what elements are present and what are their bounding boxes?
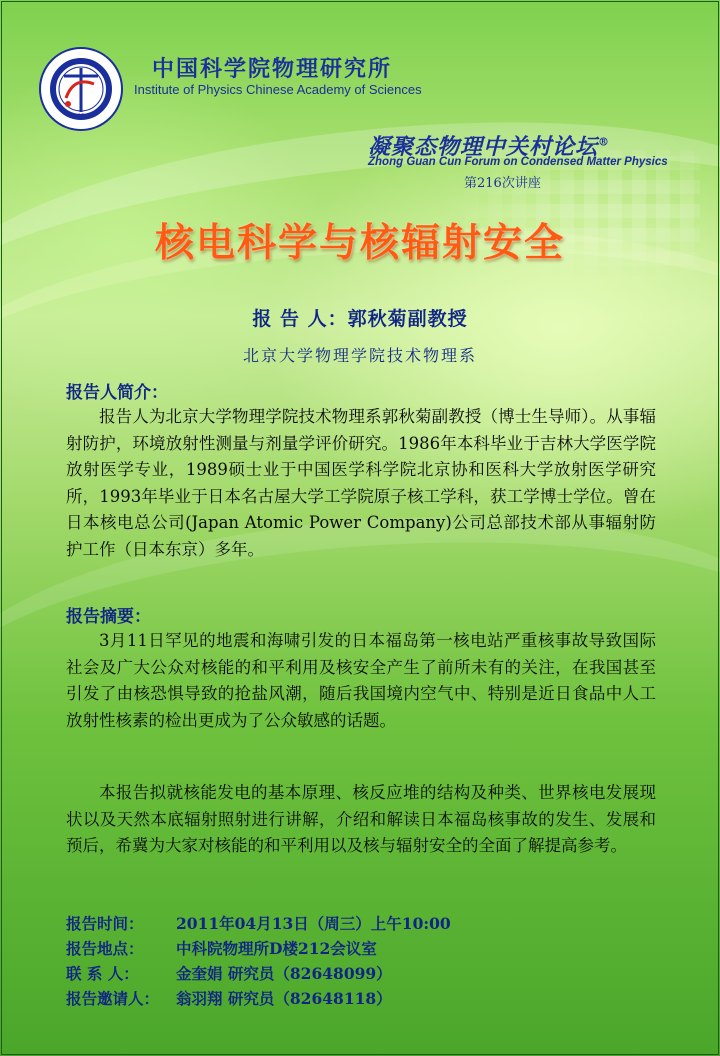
bio-heading: 报告人简介： <box>66 383 168 403</box>
info-contact <box>66 962 392 984</box>
forum-name-en: Zhong Guan Cun Forum on Condensed Matter Physics <box>368 156 668 168</box>
iop-cas-logo <box>38 46 124 132</box>
abstract-heading: 报告摘要： <box>66 607 151 627</box>
speaker-affiliation: 北京大学物理学院技术物理系 <box>242 346 477 365</box>
abstract-paragraph-2: 本报告拟就核能发电的基本原理、核反应堆的结构及种类、世界核电发展现状以及天然本底辐射照射进行讲解，介绍和解读日本福岛核事故的发生、发展和预后，希冀为大家对核能的和平利用以及核与辐射安全的全面了解提高参考。 <box>66 783 656 855</box>
info-inviter-label: 报告邀请人： <box>66 989 160 1008</box>
info-place-value: 中科院物理所D楼212会议室 <box>176 939 377 958</box>
institute-name-cn: 中国科学院物理研究所 <box>152 56 393 82</box>
bio-text: 报告人为北京大学物理学院技术物理系郭秋菊副教授（博士生导师）。从事辐射防护，环境放射性测量与剂量学评价研究。1986年本科毕业于吉林大学医学院放射医学专业，1989硕士业于中国医学科学院北京协和医科大学放射医学研究所，1993年毕业于日本名古屋大学工学院原子核工学科，获工学博士学位。曾在日本核电总公司(Japan Atomic Power Company)公司总部技术部从事辐射防护工作（日本东京）多年。 <box>66 407 656 559</box>
speaker-line: 报 告 人：郭秋菊副教授 <box>252 308 468 330</box>
info-contact-value: 金奎娟 研究员（82648099） <box>176 964 392 983</box>
info-time <box>66 912 451 934</box>
info-inviter-value: 翁羽翔 研究员（82648118） <box>176 989 392 1008</box>
info-place <box>66 937 377 959</box>
institute-name-en: Institute of Physics Chinese Academy of Sciences <box>134 82 422 97</box>
lecture-number: 第216次讲座 <box>464 176 541 191</box>
info-time-label: 报告时间： <box>66 914 144 933</box>
talk-title: 核电科学与核辐射安全 <box>154 220 565 266</box>
info-inviter <box>66 987 392 1009</box>
svg-text:1958: 1958 <box>74 114 88 120</box>
registered-mark: ® <box>598 135 611 149</box>
abstract-paragraph-1: 3月11日罕见的地震和海啸引发的日本福岛第一核电站严重核事故导致国际社会及广大公众对核能的和平利用及核安全产生了前所未有的关注，在我国甚至引发了由核恐惧导致的抢盐风潮，随后我国境内空气中、特别是近日食品中人工放射性核素的检出更成为了公众敏感的话题。 <box>66 631 656 730</box>
info-contact-label: 联 系 人： <box>66 964 139 983</box>
forum-name-cn-text: 凝聚态物理中关村论坛 <box>368 134 599 160</box>
info-time-value: 2011年04月13日（周三）上午10:00 <box>176 914 451 933</box>
info-place-label: 报告地点： <box>66 939 144 958</box>
